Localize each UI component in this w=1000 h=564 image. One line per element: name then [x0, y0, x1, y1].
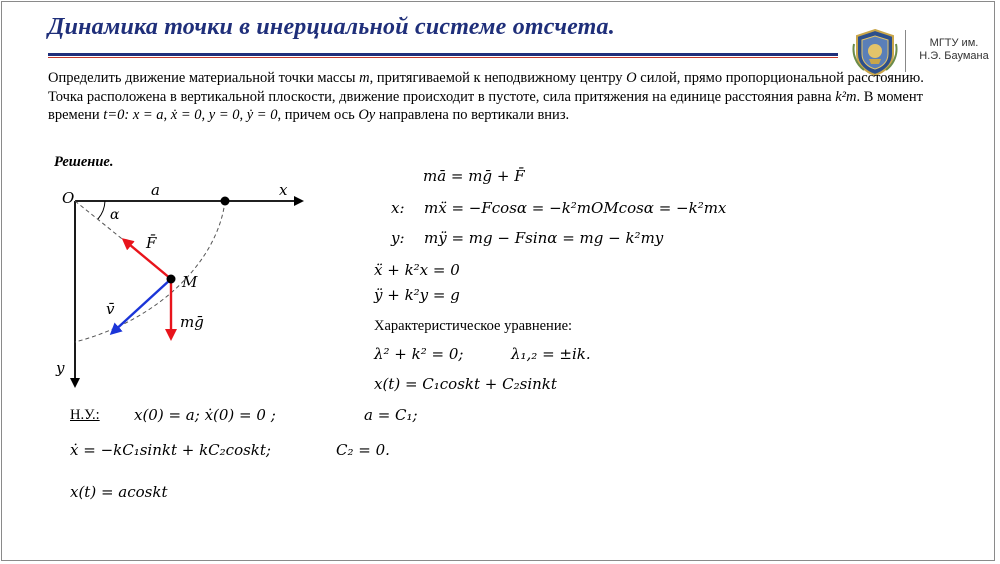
general-solution: x(t) = C₁coskt + C₂sinkt [374, 375, 557, 393]
origin-label: O [62, 189, 75, 207]
y-axis-label: y [56, 359, 65, 377]
ode-x: ẍ + k²x = 0 [374, 261, 460, 279]
logo-line-2: Н.Э. Баумана [919, 50, 989, 62]
x-prefix: x: [391, 199, 405, 217]
x-axis-label: x [279, 181, 288, 199]
gravity-label: mḡ [180, 313, 204, 331]
characteristic-label: Характеристическое уравнение: [374, 318, 573, 334]
result-equation: x(t) = acoskt [70, 483, 168, 501]
newton-equation: mā = mḡ + F̄ [423, 167, 525, 185]
solution-label: Решение. [54, 154, 114, 170]
y-prefix: y: [391, 229, 405, 247]
characteristic-equation: λ² + k² = 0; [374, 345, 464, 363]
title-underline-accent [48, 57, 838, 58]
point-m [167, 275, 176, 284]
ode-y: ÿ + k²y = g [374, 286, 460, 304]
xdot-equation: ẋ = −kC₁sinkt + kC₂coskt; [70, 441, 271, 459]
c1-value: a = C₁; [364, 406, 418, 424]
point-label: M [182, 273, 198, 291]
a-label: a [151, 181, 160, 199]
roots: λ₁,₂ = ±ik. [511, 345, 591, 363]
y-equation: mÿ = mg − Fsinα = mg − k²my [424, 229, 664, 247]
logo-text [912, 37, 996, 63]
logo-separator [905, 30, 906, 72]
x-equation: mẍ = −Fcosα = −k²mOMcosα = −k²mx [424, 199, 727, 217]
velocity-label: v̄ [106, 300, 115, 318]
problem-statement: Определить движение материальной точки массы m, притягиваемой к неподвижному центру O силой, прямо пропорциональной расстоянию. Точка расположена в вертикальной плоскости, движение происходит в пустоте, сила притяжения на единице расстояния равна k²m. В момент времени t=0: x = a, ẋ = 0, y = 0, ẏ = 0, причем ось Oy направлена по вертикали вниз. [48, 70, 924, 124]
c2-value: C₂ = 0. [336, 441, 390, 459]
initial-point [221, 197, 230, 206]
title-underline [48, 53, 838, 56]
angle-arc [98, 201, 105, 219]
initial-conditions-label: Н.У.: [70, 407, 100, 423]
velocity-vector [112, 279, 171, 333]
logo-line-1: МГТУ им. [929, 37, 979, 49]
force-diagram [40, 170, 330, 400]
force-label: F̄ [146, 234, 157, 252]
slide-title: Динамика точки в инерциальной системе отсчета. [48, 14, 615, 40]
initial-conditions: x(0) = a; ẋ(0) = 0 ; [134, 406, 276, 424]
angle-label: α [110, 207, 120, 223]
